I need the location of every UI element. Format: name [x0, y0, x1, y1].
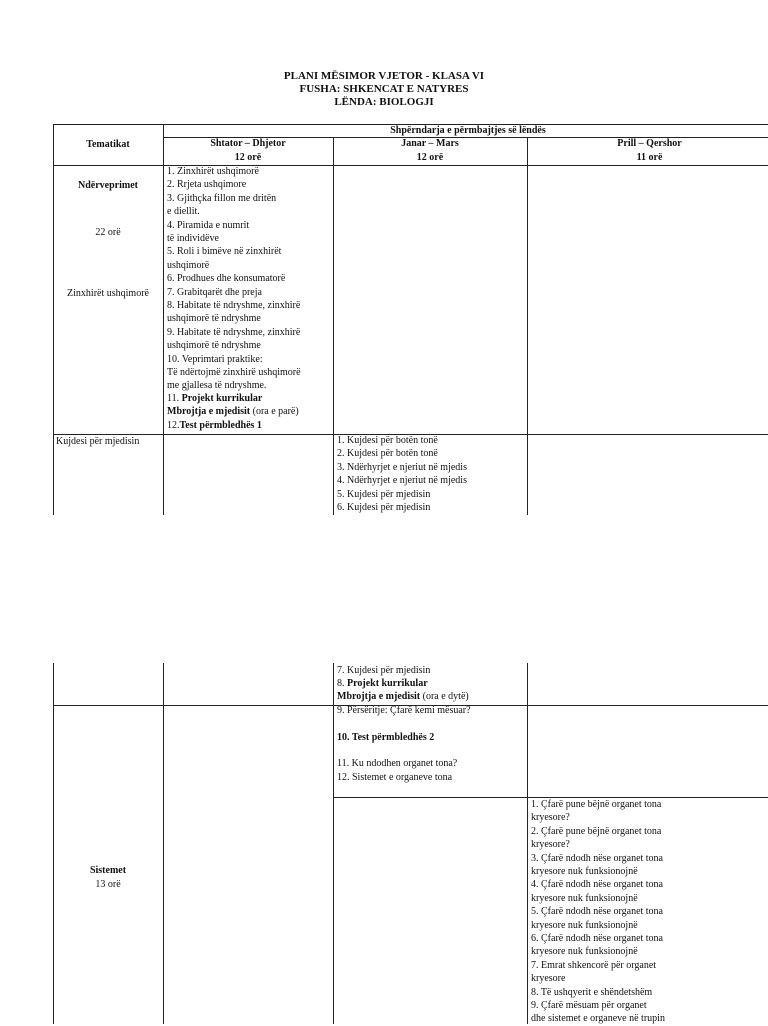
col-border	[527, 137, 528, 515]
project-subtitle: Mbrojtja e mjedisit	[167, 406, 251, 417]
col-border	[53, 663, 54, 1024]
project-2-number: 8.	[337, 678, 347, 689]
period-2-hours: 12 orë	[416, 152, 444, 163]
lesson-period-3-line: kryesore nuk funksionojnë	[531, 866, 638, 877]
lesson-period-3-line: kryesore	[531, 973, 566, 985]
lesson-11: 11. Ku ndodhen organet tona?	[337, 758, 458, 769]
lesson-period-2-line: 6. Kujdesi për mjedisin	[337, 502, 431, 513]
lesson-period-1-line: 10. Veprimtari praktike:	[167, 353, 263, 365]
test-line	[167, 419, 262, 432]
lesson-period-1-line: 8. Habitate të ndryshme, zinxhirë	[167, 300, 301, 311]
lesson-period-1-line: ushqimorë	[167, 259, 210, 271]
lesson-12: 12. Sistemet e organeve tona	[337, 772, 453, 783]
period-2-name: Janar – Mars	[401, 138, 459, 149]
lesson-period-3-line: kryesore nuk funksionojnë	[531, 892, 638, 904]
project-2-subtitle: Mbrojtja e mjedisit	[337, 691, 421, 702]
lesson-period-1-line: me gjallesa të ndryshme.	[167, 380, 267, 392]
lesson-period-1-line: 1. Zinxhirët ushqimorë	[167, 166, 259, 177]
lesson-period-1-line: 9. Habitate të ndryshme, zinxhirë	[167, 326, 301, 338]
theme-hours: 22 orë	[95, 227, 121, 238]
header-tematikat: Tematikat	[86, 139, 130, 150]
lesson-period-1-line: ushqimorë të ndryshme	[167, 313, 261, 325]
project-2-title: Projekt kurrikular	[347, 678, 428, 689]
lesson-period-3-line: 7. Emrat shkencorë për organet	[531, 959, 657, 971]
lesson-period-3-line: 6. Çfarë ndodh nëse organet tona	[531, 933, 663, 944]
period-3-name: Prill – Qershor	[617, 138, 682, 149]
lesson-period-1-line: ushqimorë të ndryshme	[167, 340, 261, 352]
project-note: (ora e parë)	[250, 406, 299, 417]
col-border	[163, 137, 164, 515]
systems-hours: 13 orë	[95, 879, 121, 890]
subject-title: LËNDA: BIOLOGJI	[334, 96, 434, 108]
project-2-line	[337, 677, 428, 690]
period-1-hours: 12 orë	[234, 152, 262, 163]
test-number: 12.	[167, 420, 180, 431]
test-title: Test përmbledhës 1	[179, 420, 262, 431]
lesson-period-1-line: 5. Roli i bimëve në zinxhirët	[167, 246, 282, 258]
lesson-period-2-line: 3. Ndërhyrjet e njeriut në mjedis	[337, 461, 467, 473]
lesson-9-review: 9. Përsëritje: Çfarë kemi mësuar?	[337, 705, 471, 716]
lesson-period-3-line: kryesore?	[531, 812, 570, 824]
project-sub-line	[167, 405, 299, 418]
theme-environment-care: Kujdesi për mjedisin	[56, 436, 140, 447]
project-line	[167, 392, 262, 405]
lesson-7: 7. Kujdesi për mjedisin	[337, 665, 431, 676]
lesson-period-3-line: kryesore nuk funksionojnë	[531, 946, 638, 958]
col-border	[333, 137, 334, 515]
project-number: 11.	[167, 393, 182, 404]
lesson-period-1-line: Të ndërtojmë zinxhirë ushqimorë	[167, 367, 301, 378]
lesson-period-3-line: dhe sistemet e organeve në trupin	[531, 1013, 665, 1025]
col-border	[163, 663, 164, 1024]
lesson-period-3-line: 1. Çfarë pune bëjnë organet tona	[531, 799, 662, 810]
test-2: 10. Test përmbledhës 2	[337, 732, 435, 743]
project-2-sub-line	[337, 690, 469, 703]
lesson-period-1-line: 7. Grabitqarët dhe preja	[167, 286, 262, 298]
subtheme-food-chains: Zinxhirët ushqimorë	[67, 288, 149, 299]
lesson-period-1-line: 2. Rrjeta ushqimore	[167, 179, 247, 191]
theme-interactions: Ndërveprimet	[78, 180, 138, 191]
lesson-period-2-line: 1. Kujdesi për botën tonë	[337, 435, 438, 446]
lesson-period-1-line: të individëve	[167, 233, 219, 244]
project-2-note: (ora e dytë)	[420, 691, 469, 702]
lesson-period-2-line: 2. Kujdesi për botën tonë	[337, 448, 438, 460]
lesson-period-3-line: 5. Çfarë ndodh nëse organet tona	[531, 906, 663, 918]
lesson-period-3-line: 4. Çfarë ndodh nëse organet tona	[531, 879, 663, 891]
lesson-period-3-line: kryesore nuk funksionojnë	[531, 919, 638, 931]
lesson-period-3-line: 3. Çfarë ndodh nëse organet tona	[531, 852, 663, 864]
field-title: FUSHA: SHKENCAT E NATYRES	[299, 83, 469, 95]
period-3-hours: 11 orë	[636, 152, 663, 163]
lesson-period-1-line: 4. Piramida e numrit	[167, 219, 250, 231]
lesson-period-1-line: e diellit.	[167, 206, 200, 218]
lesson-period-3-line: 2. Çfarë pune bëjnë organet tona	[531, 825, 662, 837]
project-title: Projekt kurrikular	[181, 393, 263, 404]
lesson-period-3-line: 8. Të ushqyerit e shëndetshëm	[531, 986, 653, 998]
lesson-period-1-line: 6. Prodhues dhe konsumatorë	[167, 273, 286, 285]
lesson-period-1-line: 3. Gjithçka fillon me dritën	[167, 192, 277, 204]
header-distribution: Shpërndarja e përmbajtjes së lëndës	[390, 125, 546, 136]
lesson-period-2-line: 5. Kujdesi për mjedisin	[337, 488, 431, 500]
lesson-period-3-line: 9. Çfarë mësuam për organet	[531, 1000, 647, 1011]
col-border	[527, 663, 528, 1024]
period-1-name: Shtator – Dhjetor	[210, 138, 286, 149]
header-bottom-border	[53, 165, 768, 166]
plan-title: PLANI MËSIMOR VJETOR - KLASA VI	[283, 70, 485, 82]
theme-systems: Sistemet	[89, 865, 127, 876]
lesson-period-2-line: 4. Ndërhyrjet e njeriut në mjedis	[337, 475, 467, 487]
lesson-period-3-line: kryesore?	[531, 839, 570, 851]
col-border	[333, 663, 334, 1024]
